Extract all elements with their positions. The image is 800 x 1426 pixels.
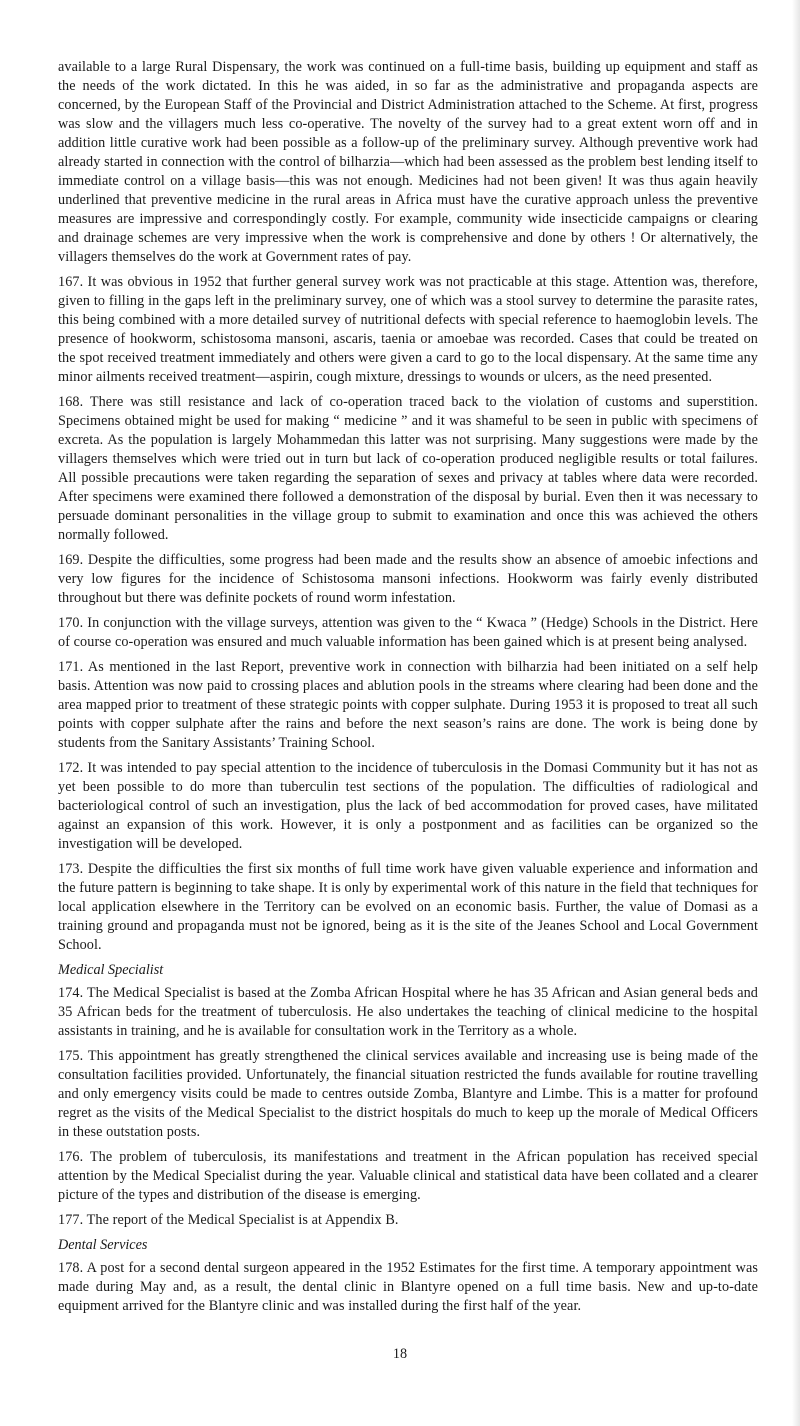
paragraph-173: 173. Despite the difficulties the first six months of full time work have given valuable experience and information and the future pattern is beginning to take shape. It is only by experimental work of this nature in the field that techniques for local application elsewhere in the Territory can be evolved on an economic basis. Further, the value of Domasi as a training ground and propaganda must not be ignored, being as it is the site of the Jeanes School and Local Government School.	[58, 861, 758, 953]
paragraph-168: 168. There was still resistance and lack of co-operation traced back to the violation of customs and superstition. Specimens obtained might be used for making “ medicine ” and it was shameful to be seen in public with specimens of excreta. As the population is largely Mohammedan this latter was not surprising. Many suggestions were made by the villagers themselves which were tried out in turn but lack of co-operation produced negligible results or total failures. All possible precautions were taken regarding the separation of sexes and privacy at tables where data were recorded. After specimens were examined there followed a demonstration of the disposal by burial. Even then it was necessary to persuade dominant personalities in the village group to submit to examination and once this was achieved the others normally followed.	[58, 394, 758, 543]
paragraph-178: 178. A post for a second dental surgeon appeared in the 1952 Estimates for the first time. A temporary appointment was made during May and, as a result, the dental clinic in Blantyre opened on a full time basis. New and up-to-date equipment arrived for the Blantyre clinic and was installed during the first half of the year.	[58, 1260, 758, 1314]
paragraph-continued: available to a large Rural Dispensary, the work was continued on a full-time basis, building up equipment and staff as the needs of the work dictated. In this he was aided, in so far as the administrative and propaganda aspects are concerned, by the European Staff of the Provincial and District Administration attached to the Scheme. At first, progress was slow and the villagers much less co-operative. The novelty of the survey had to a great extent worn off and in addition little curative work had been possible as a follow-up of the preliminary survey. Although preventive work had already started in connection with the control of bilharzia—which had been assessed as the problem best lending itself to immediate control on a village basis—this was not enough. Medicines had not been given! It was thus again heavily underlined that preventive medicine in the rural areas in Africa must have the curative approach unless the preventive measures are impressive and correspondingly costly. For example, community wide insecticide campaigns or clearing and drainage schemes are very impressive when the work is comprehensive and done by others ! Or alternatively, the villagers themselves do the work at Government rates of pay.	[58, 59, 758, 265]
paragraph-171: 171. As mentioned in the last Report, preventive work in connection with bilharzia had been initiated on a self help basis. Attention was now paid to crossing places and ablution pools in the streams where clearing had been done and the area mapped prior to treatment of these strategic points with copper sulphate. During 1953 it is proposed to treat all such points with copper sulphate after the rains and before the next season’s rains are done. The work is being done by students from the Sanitary Assistants’ Training School.	[58, 659, 758, 751]
section-heading-medical-specialist: Medical Specialist	[58, 962, 164, 978]
paragraph-172: 172. It was intended to pay special attention to the incidence of tuberculosis in the Domasi Community but it has not as yet been possible to do more than tuberculin test sections of the population. The difficulties of radiological and bacteriological control of such an investigation, plus the lack of bed accommodation for proved cases, have militated against an expansion of this work. However, it is only a postponment and as facilities can be organized so the investigation will be developed.	[58, 760, 758, 852]
paragraph-167: 167. It was obvious in 1952 that further general survey work was not practicable at this stage. Attention was, therefore, given to filling in the gaps left in the preliminary survey, one of which was a stool survey to determine the parasite rates, this being combined with a more detailed survey of nutritional defects with special reference to haemoglobin levels. The presence of hookworm, schistosoma mansoni, ascaris, taenia or amoebae was recorded. Cases that could be treated on the spot received treatment immediately and others were given a card to go to the local dispensary. At the same time any minor ailments received treatment—aspirin, cough mixture, dressings to wounds or ulcers, as the need presented.	[58, 274, 758, 385]
paragraph-176: 176. The problem of tuberculosis, its manifestations and treatment in the African population has received special attention by the Medical Specialist during the year. Valuable clinical and statistical data have been collated and a clearer picture of the types and distribution of the disease is emerging.	[58, 1149, 758, 1203]
paragraph-175: 175. This appointment has greatly strengthened the clinical services available and increasing use is being made of the consultation facilities provided. Unfortunately, the financial situation restricted the funds available for routine travelling and only emergency visits could be made to centres outside Zomba, Blantyre and Limbe. This is a matter for profound regret as the visits of the Medical Specialist to the district hospitals do much to keep up the morale of Medical Officers in these outstation posts.	[58, 1048, 758, 1140]
paragraph-170: 170. In conjunction with the village surveys, attention was given to the “ Kwaca ” (Hedge) Schools in the District. Here of course co-operation was ensured and much valuable information has been gained which is at present being analysed.	[58, 615, 758, 650]
paragraph-169: 169. Despite the difficulties, some progress had been made and the results show an absence of amoebic infections and very low figures for the incidence of Schistosoma mansoni infections. Hookworm was fairly evenly distributed throughout but there was definite pockets of round worm infestation.	[58, 552, 758, 606]
paragraph-177: 177. The report of the Medical Specialist is at Appendix B.	[58, 1212, 399, 1228]
page-number: 18	[392, 1346, 408, 1362]
section-heading-dental-services: Dental Services	[58, 1237, 148, 1253]
page-edge-shadow	[792, 0, 800, 1426]
paragraph-174: 174. The Medical Specialist is based at the Zomba African Hospital where he has 35 African and Asian general beds and 35 African beds for the treatment of tuberculosis. He also undertakes the teaching of clinical medicine to the hospital assistants in training, and he is available for consultation work in the Territory as a whole.	[58, 985, 758, 1039]
